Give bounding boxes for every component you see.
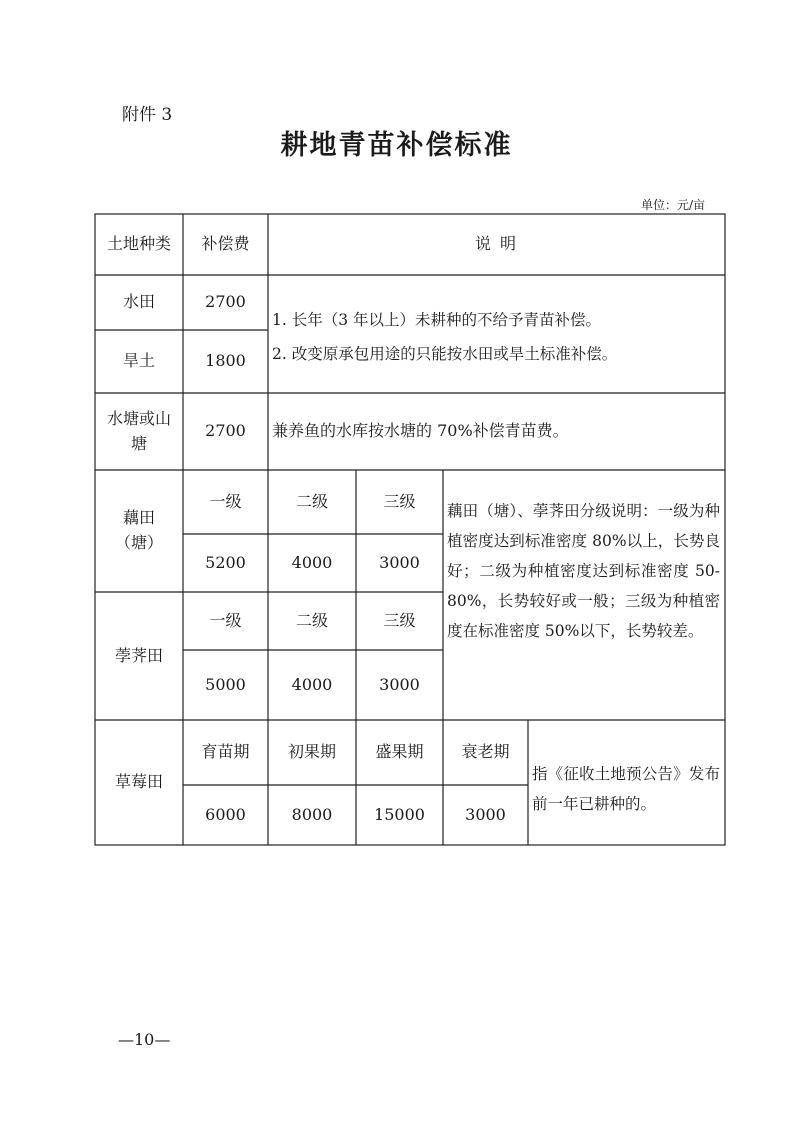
grade-explanation: 藕田（塘）、荸荠田分级说明：一级为种植密度达到标准密度 80%以上，长势良好；二级为种植密度达到标准密度 50-80%，长势较好或一般；三级为种植密度在标准密度 50%以下，长势较差。 <box>447 502 720 640</box>
lotus-fee-3: 3000 <box>379 552 420 572</box>
lotus-label: 藕田（塘） <box>114 508 163 552</box>
lotus-grade-3: 三级 <box>383 491 416 511</box>
document-title: 耕地青苗补偿标准 <box>280 130 513 161</box>
strawberry-stage-1: 育苗期 <box>201 742 250 762</box>
strawberry-fee-2: 8000 <box>291 804 333 824</box>
page-number: —10— <box>118 1030 171 1049</box>
strawberry-note: 指《征收土地预公告》发布前一年已耕种的。 <box>532 765 720 813</box>
water-chestnut-label: 荸荠田 <box>114 645 163 665</box>
water-chestnut-fee-3: 3000 <box>379 674 420 694</box>
header-land-type: 土地种类 <box>106 234 171 254</box>
note-line-1: 1. 长年（3 年以上）未耕种的不给予青苗补偿。 <box>272 311 602 329</box>
note-line-2: 2. 改变原承包用途的只能按水田或旱土标准补偿。 <box>272 345 618 363</box>
water-chestnut-fee-1: 5000 <box>205 674 246 694</box>
header-fee: 补偿费 <box>201 234 250 254</box>
paddy-fee: 2700 <box>205 292 246 312</box>
dry-fee: 1800 <box>205 351 246 371</box>
water-chestnut-grade-1: 一级 <box>209 610 242 630</box>
lotus-grade-1: 一级 <box>209 491 242 511</box>
attachment-label: 附件 3 <box>122 105 173 125</box>
paddy-label: 水田 <box>122 292 155 312</box>
water-chestnut-fee-2: 4000 <box>291 674 333 694</box>
pond-label: 水塘或山塘 <box>106 408 171 453</box>
strawberry-fee-3: 15000 <box>374 804 425 824</box>
strawberry-stage-3: 盛果期 <box>375 742 424 762</box>
dry-label: 旱土 <box>122 351 155 371</box>
lotus-grade-2: 二级 <box>295 491 328 511</box>
strawberry-label: 草莓田 <box>114 772 163 792</box>
lotus-fee-2: 4000 <box>291 552 333 572</box>
water-chestnut-grade-2: 二级 <box>295 610 328 630</box>
header-explanation: 说 明 <box>474 234 519 254</box>
strawberry-fee-1: 6000 <box>205 804 246 824</box>
pond-fee: 2700 <box>205 421 246 441</box>
lotus-fee-1: 5200 <box>205 552 246 572</box>
unit-note: 单位：元/亩 <box>640 198 705 212</box>
strawberry-fee-4: 3000 <box>465 804 506 824</box>
water-chestnut-grade-3: 三级 <box>383 610 416 630</box>
paddy-dry-notes <box>272 303 722 371</box>
strawberry-stage-4: 衰老期 <box>461 742 510 762</box>
pond-note: 兼养鱼的水库按水塘的 70%补偿青苗费。 <box>272 421 569 441</box>
strawberry-stage-2: 初果期 <box>287 742 336 762</box>
